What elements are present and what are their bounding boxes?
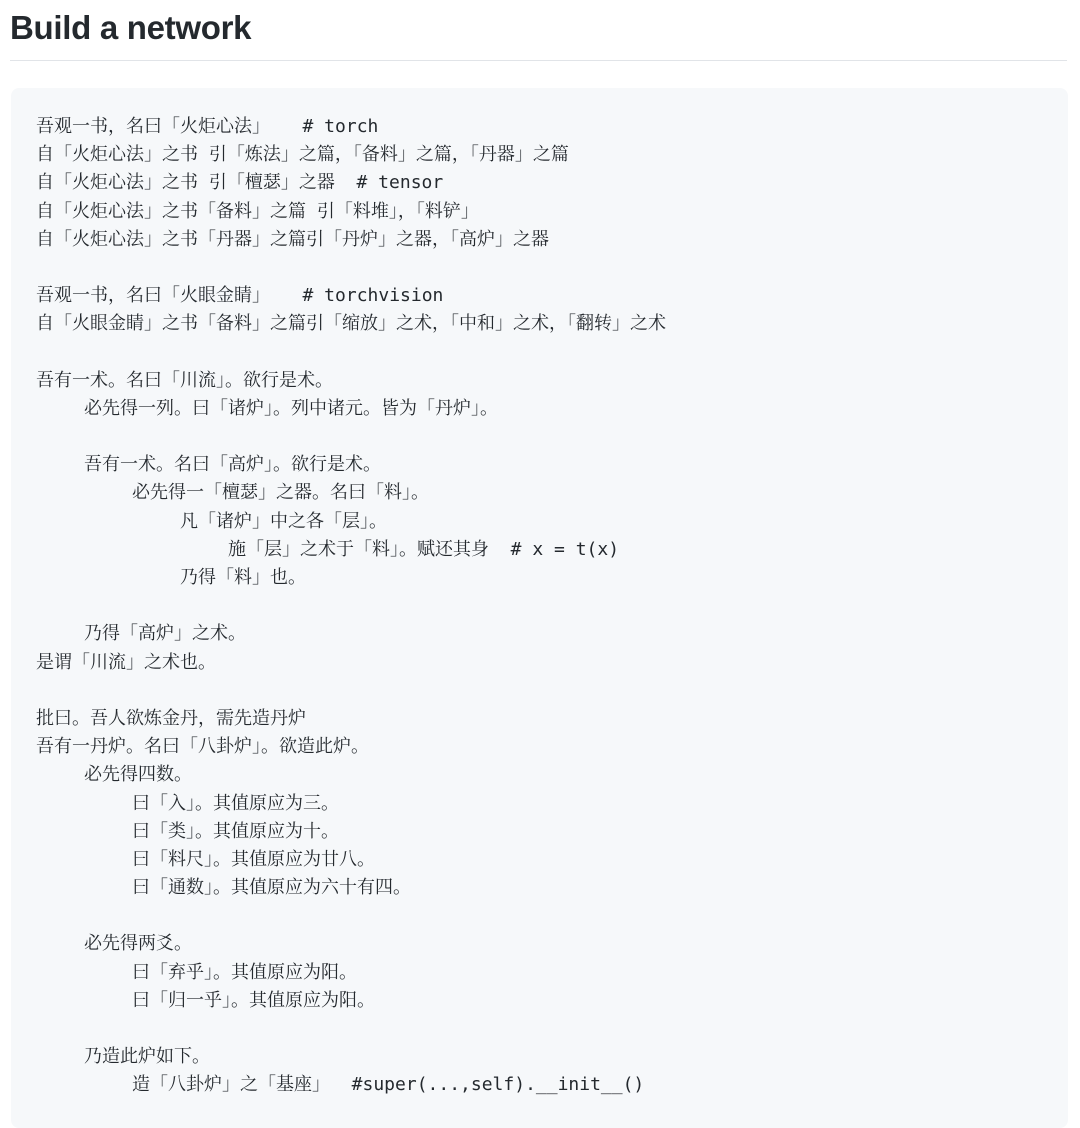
code-line: 曰「弃乎」。其值原应为阳。 (132, 961, 357, 983)
code-line: 吾观一书，名曰「火眼金睛」 # torchvision (36, 285, 444, 307)
code-block[interactable] (11, 88, 1068, 1128)
code-line: 必先得一「檀瑟」之器。名曰「料」。 (132, 482, 429, 504)
code-line: 造「八卦炉」之「基座」 #super(...,self).__init__() (132, 1074, 645, 1096)
code-line-blank (36, 423, 666, 451)
code-line: 曰「料尺」。其值原应为廿八。 (132, 848, 375, 870)
heading-divider (10, 60, 1067, 61)
code-line: 必先得一列。曰「诸炉」。列中诸元。皆为「丹炉」。 (84, 397, 498, 419)
code-line: 吾有一术。名曰「高炉」。欲行是术。 (84, 454, 381, 476)
code-line: 吾有一术。名曰「川流」。欲行是术。 (36, 369, 333, 391)
page-title: Build a network (10, 9, 252, 46)
code-line: 是谓「川流」之术也。 (36, 651, 216, 673)
code-line: 施「层」之术于「料」。赋还其身 # x = t(x) (228, 538, 620, 560)
code-line: 曰「类」。其值原应为十。 (132, 820, 339, 842)
code-line: 自「火炬心法」之书「丹器」之篇引「丹炉」之器，「高炉」之器 (36, 228, 549, 250)
code-line: 乃得「高炉」之术。 (84, 623, 246, 645)
code-line: 乃造此炉如下。 (84, 1046, 210, 1068)
code-line: 必先得四数。 (84, 764, 192, 786)
code-line-blank (36, 902, 666, 930)
code-line: 自「火眼金睛」之书「备料」之篇引「缩放」之术，「中和」之术，「翻转」之术 (36, 313, 666, 335)
code-line-blank (36, 677, 666, 705)
code-line-blank (36, 592, 666, 620)
code-line: 乃得「料」也。 (180, 567, 306, 588)
code-line-blank (36, 254, 666, 282)
code-line-blank (36, 339, 666, 367)
code-line: 必先得两爻。 (84, 933, 192, 955)
code-line-blank (36, 1015, 666, 1043)
code-line: 曰「入」。其值原应为三。 (132, 792, 339, 814)
code-line: 自「火炬心法」之书 引「檀瑟」之器 # tensor (36, 172, 444, 194)
code-line: 批曰。吾人欲炼金丹，需先造丹炉 (36, 707, 306, 729)
code-line: 自「火炬心法」之书「备料」之篇 引「料堆」，「料铲」 (36, 200, 479, 222)
code-line: 自「火炬心法」之书 引「炼法」之篇，「备料」之篇，「丹器」之篇 (36, 144, 569, 166)
code-lines (36, 113, 666, 1100)
code-line: 吾观一书，名曰「火炬心法」 # torch (36, 116, 379, 137)
code-line: 曰「通数」。其值原应为六十有四。 (132, 877, 411, 899)
code-line: 凡「诸炉」中之各「层」。 (180, 510, 387, 532)
code-line: 吾有一丹炉。名曰「八卦炉」。欲造此炉。 (36, 736, 369, 758)
code-line: 曰「归一乎」。其值原应为阳。 (132, 989, 375, 1011)
